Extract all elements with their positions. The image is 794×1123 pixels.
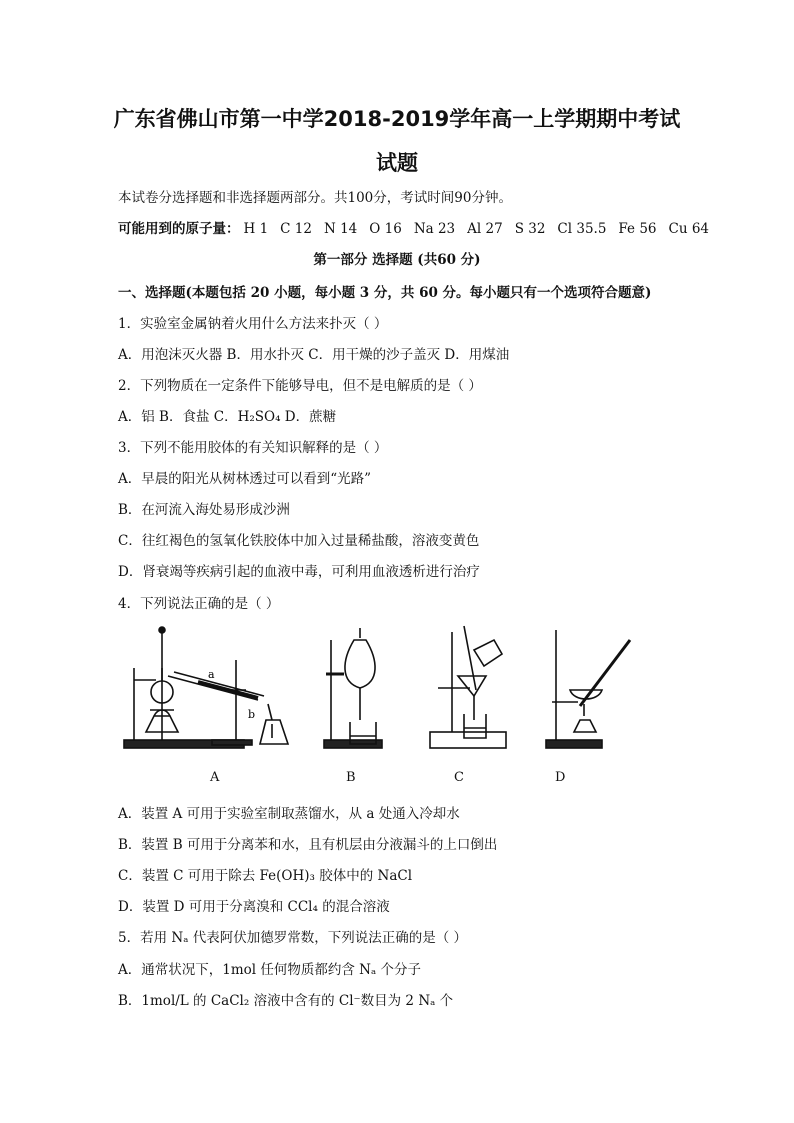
part1-header: 第一部分 选择题 (共60 分) xyxy=(313,252,481,268)
atomic-mass-item: Cl 35.5 xyxy=(557,221,607,237)
question-1-stem: 1．实验室金属钠着火用什么方法来扑灭（ ） xyxy=(118,316,388,332)
atomic-mass-item: Na 23 xyxy=(413,221,456,237)
question-5-stem: 5．若用 Nₐ 代表阿伏加德罗常数，下列说法正确的是（ ） xyxy=(118,930,467,946)
figure-label-a: A xyxy=(210,770,220,785)
atomic-mass-item: Cu 64 xyxy=(668,221,710,237)
question-3-option-a: A．早晨的阳光从树林透过可以看到“光路” xyxy=(118,471,372,487)
question-3-option-b: B．在河流入海处易形成沙洲 xyxy=(118,502,290,518)
figure-label-c: C xyxy=(454,770,464,785)
question-1-options: A．用泡沫灭火器 B．用水扑灭 C．用干燥的沙子盖灭 D．用煤油 xyxy=(118,347,510,363)
label-b-mark: b xyxy=(248,708,256,721)
section1-header: 一、选择题(本题包括 20 小题，每小题 3 分，共 60 分。每小题只有一个选项符合题意) xyxy=(118,285,652,301)
question-3-option-c: C．往红褐色的氢氧化铁胶体中加入过量稀盐酸，溶液变黄色 xyxy=(118,533,480,549)
question-5-option-b: B．1mol/L 的 CaCl₂ 溶液中含有的 Cl⁻数目为 2 Nₐ 个 xyxy=(118,993,454,1009)
question-4-stem: 4．下列说法正确的是（ ） xyxy=(118,596,280,612)
question-4-option-c: C．装置 C 可用于除去 Fe(OH)₃ 胶体中的 NaCl xyxy=(118,868,413,884)
apparatus-b-separatory-funnel xyxy=(324,628,382,748)
page-title-line2: 试题 xyxy=(376,151,418,175)
question-4-option-d: D．装置 D 可用于分离溴和 CCl₄ 的混合溶液 xyxy=(118,899,390,915)
atomic-mass-item: S 32 xyxy=(514,221,546,237)
question-2-options: A．铝 B．食盐 C．H₂SO₄ D．蔗糖 xyxy=(118,409,337,425)
atomic-masses xyxy=(118,217,721,237)
apparatus-d-evaporation xyxy=(546,630,630,748)
figure-label-b: B xyxy=(346,770,356,785)
atomic-mass-item: C 12 xyxy=(280,221,312,237)
atomic-mass-item: Fe 56 xyxy=(618,221,657,237)
question-4-option-b: B．装置 B 可用于分离苯和水，且有机层由分液漏斗的上口倒出 xyxy=(118,837,498,853)
atomic-mass-item: N 14 xyxy=(323,221,358,237)
label-a-mark: a xyxy=(208,668,215,681)
question-4-option-a: A．装置 A 可用于实验室制取蒸馏水，从 a 处通入冷却水 xyxy=(118,806,460,822)
apparatus-figure xyxy=(118,620,658,760)
atomic-mass-item: Al 27 xyxy=(467,221,503,237)
apparatus-c-filtration xyxy=(430,626,506,748)
intro-text: 本试卷分选择题和非选择题两部分。共100分，考试时间90分钟。 xyxy=(118,190,512,206)
question-5-option-a: A．通常状况下，1mol 任何物质都约含 Nₐ 个分子 xyxy=(118,962,421,978)
atomic-masses-label: 可能用到的原子量： xyxy=(118,221,240,237)
page-title-line1: 广东省佛山市第一中学2018-2019学年高一上学期期中考试 xyxy=(113,107,681,131)
question-3-stem: 3．下列不能用胶体的有关知识解释的是（ ） xyxy=(118,440,388,456)
atomic-mass-item: H 1 xyxy=(243,221,269,237)
figure-label-d: D xyxy=(555,770,566,785)
question-2-stem: 2．下列物质在一定条件下能够导电，但不是电解质的是（ ） xyxy=(118,378,482,394)
question-3-option-d: D．肾衰竭等疾病引起的血液中毒，可利用血液透析进行治疗 xyxy=(118,564,480,580)
apparatus-a-distillation xyxy=(124,627,288,748)
atomic-mass-item: O 16 xyxy=(369,221,402,237)
